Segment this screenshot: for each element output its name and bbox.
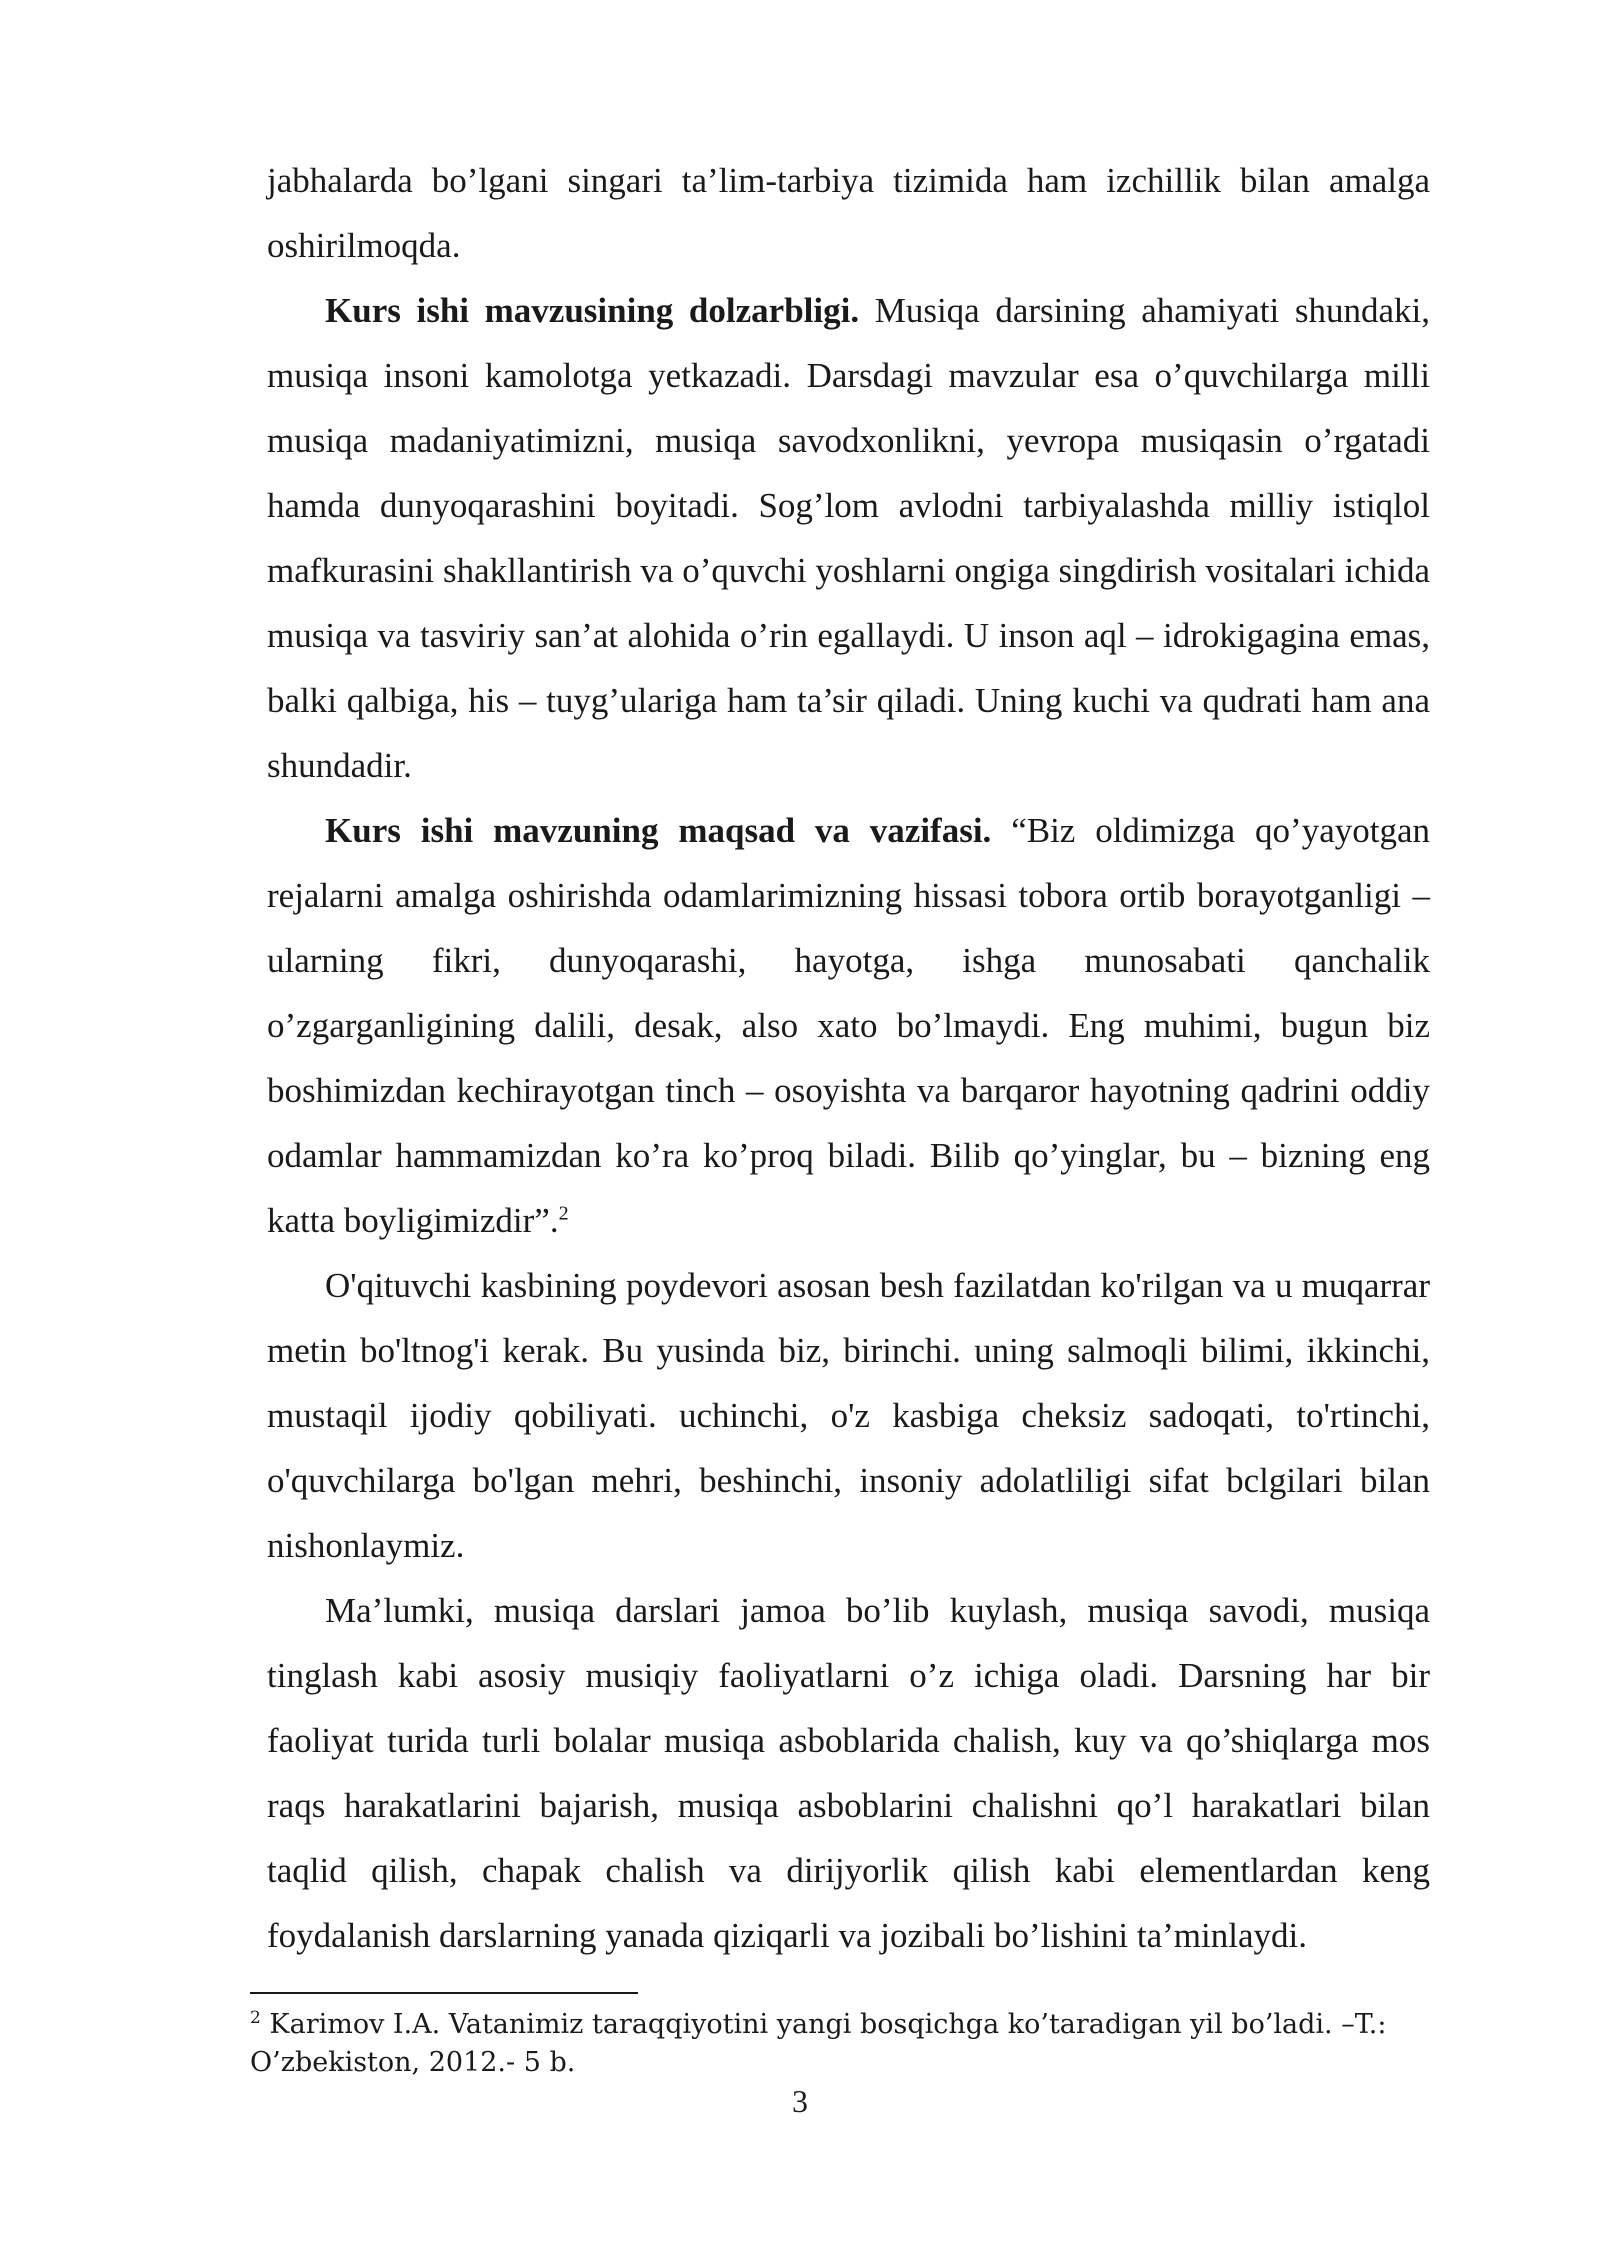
- page-number: 3: [792, 2083, 808, 2119]
- section-heading-relevance: Kurs ishi mavzusining dolzarbligi.: [325, 291, 860, 330]
- paragraph-text: jabhalarda bo’lgani singari ta’lim-tarbiya tizimida ham izchillik bilan amalga oshirilmoqda.: [267, 161, 1430, 265]
- paragraph-relevance: [267, 278, 1430, 798]
- paragraph-text: “Biz oldimizga qo’yayotgan rejalarni amalga oshirishda odamlarimizning hissasi tobora ortib borayotganligi – ularning fikri, dunyoqarashi, hayotga, ishga munosabati qanchalik o’zgarganligining dalili, desak, also xato bo’lmaydi. Eng muhimi, bugun biz boshimizdan kechirayotgan tinch – osoyishta va barqaror hayotning qadrini oddiy odamlar hammamizdan ko’ra ko’proq biladi. Bilib qo’yinglar, bu – bizning eng katta boyligimizdir”.: [267, 811, 1431, 1240]
- paragraph-continuation: [267, 148, 1430, 278]
- footnote-text: Karimov I.A. Vatanimiz taraqqiyotini yangi bosqichga ko’taradigan yil bo’ladi. –T.: O’zbekiston, 2012.- 5 b.: [250, 2009, 1387, 2078]
- paragraph-text: O'qituvchi kasbining poydevori asosan besh fazilatdan ko'rilgan va u muqarrar metin bo'ltnog'i kerak. Bu yusinda biz, birinchi. uning salmoqli bilimi, ikkinchi, mustaqil ijodiy qobiliyati. uchinchi, o'z kasbiga cheksiz sadoqati, to'rtinchi, o'quvchilarga bo'lgan mehri, beshinchi, insoniy adolatliligi sifat bclgilari bilan nishonlaymiz.: [267, 1266, 1430, 1565]
- paragraph-goals: [267, 798, 1430, 1253]
- footnote: [250, 2006, 1390, 2082]
- footnote-separator: [250, 1992, 638, 1994]
- paragraph-text: Musiqa darsining ahamiyati shundaki, musiqa insoni kamolotga yetkazadi. Darsdagi mavzular esa o’quvchilarga milli musiqa madaniyatimizni, musiqa savodxonlikni, yevropa musiqasin o’rgatadi hamda dunyoqarashini boyitadi. Sog’lom avlodni tarbiyalashda milliy istiqlol mafkurasini shakllantirish va o’quvchi yoshlarni ongiga singdirish vositalari ichida musiqa va tasviriy san’at alohida o’rin egallaydi. U inson aql – idrokigagina emas, balki qalbiga, his – tuyg’ulariga ham ta’sir qiladi. Uning kuchi va qudrati ham ana shundadir.: [267, 291, 1430, 785]
- paragraph-music-lessons: [267, 1578, 1430, 1968]
- paragraph-text: Ma’lumki, musiqa darslari jamoa bo’lib kuylash, musiqa savodi, musiqa tinglash kabi asosiy musiqiy faoliyatlarni o’z ichiga oladi. Darsning har bir faoliyat turida turli bolalar musiqa asboblarida chalish, kuy va qo’shiqlarga mos raqs harakatlarini bajarish, musiqa asboblarini chalishni qo’l harakatlari bilan taqlid qilish, chapak chalish va dirijyorlik qilish kabi elementlardan keng foydalanish darslarning yanada qiziqarli va jozibali bo’lishini ta’minlaydi.: [267, 1591, 1430, 1955]
- footnote-number: 2: [250, 2008, 261, 2028]
- paragraph-teacher-qualities: [267, 1253, 1430, 1578]
- section-heading-goals: Kurs ishi mavzuning maqsad va vazifasi.: [325, 811, 992, 850]
- document-body: [267, 148, 1430, 1968]
- footnote-reference[interactable]: 2: [558, 1202, 569, 1225]
